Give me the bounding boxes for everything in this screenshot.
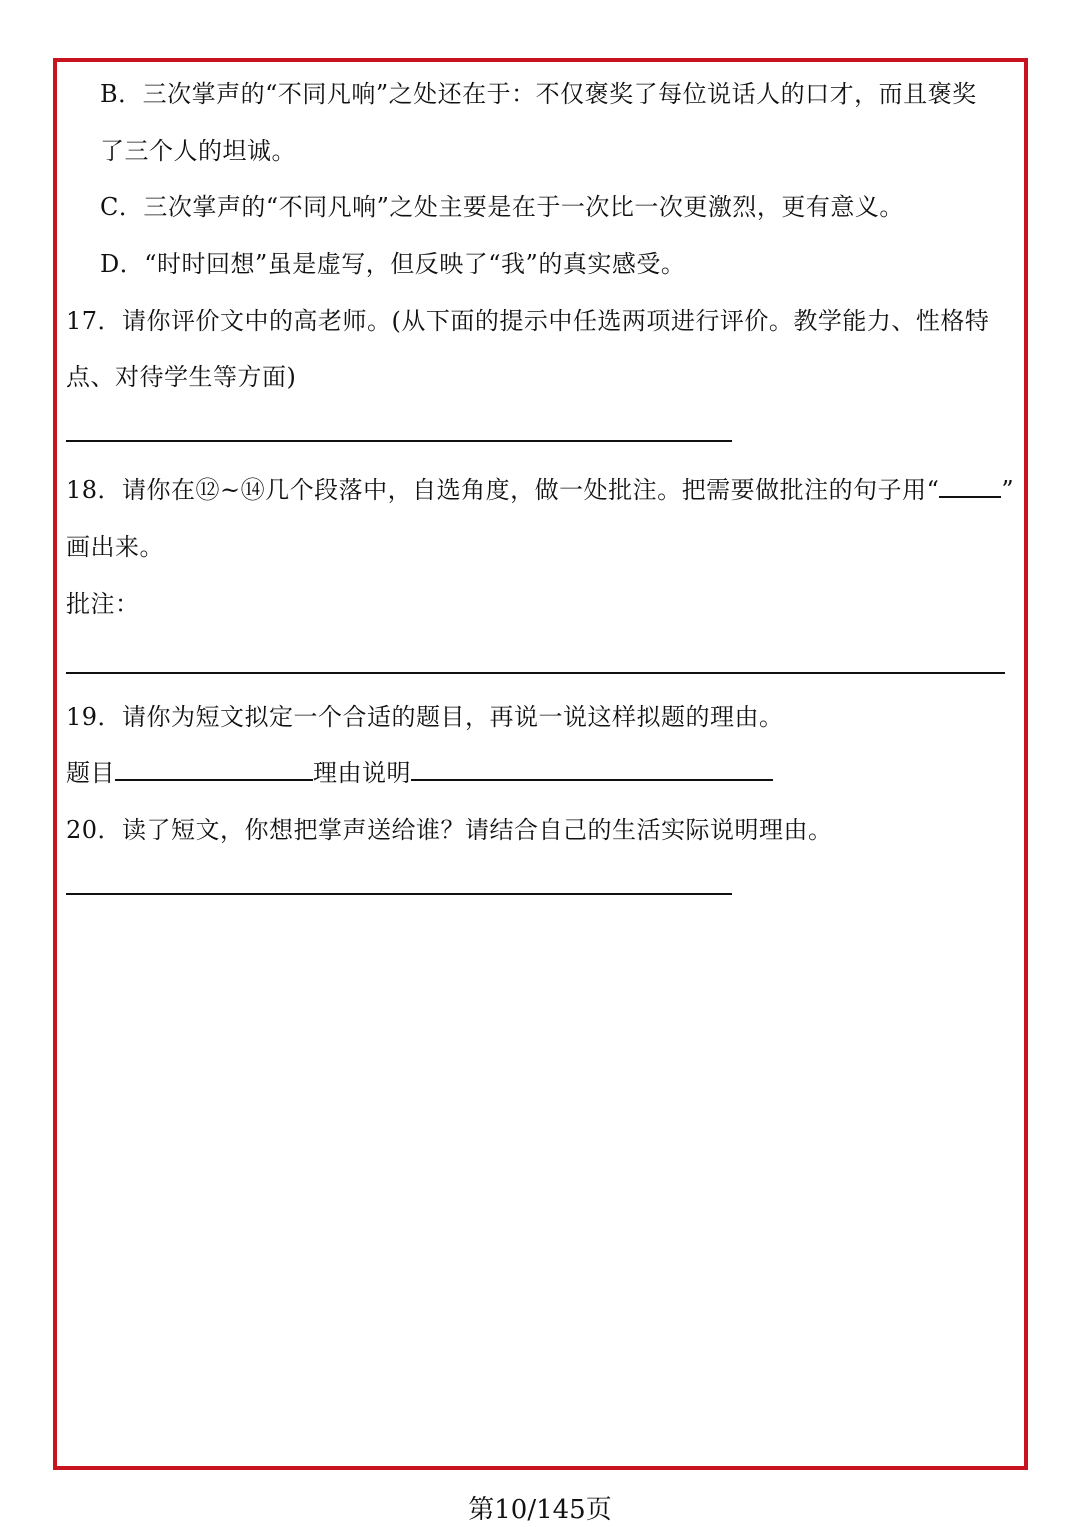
question-18-closing-quote: ” [1001,476,1015,504]
question-18-text: 18．请你在⑫~⑭几个段落中，自选角度，做一处批注。把需要做批注的句子用“ [66,476,940,504]
option-d: D．“时时回想”虽是虚写，但反映了“我”的真实感受。 [100,250,686,278]
option-b-line-1: B．三次掌声的“不同凡响”之处还在于：不仅褒奖了每位说话人的口才，而且褒奖 [100,80,977,108]
question-17-line-2: 点、对待学生等方面) [66,363,297,391]
reason-blank[interactable] [411,757,773,781]
question-19-line-1: 19．请你为短文拟定一个合适的题目，再说一说这样拟题的理由。 [66,703,784,731]
question-19-answer-row [66,757,773,789]
answer-line-q20[interactable] [66,893,732,895]
title-label: 题目 [66,759,115,787]
answer-line-q17[interactable] [66,440,732,442]
question-18-line-1 [66,474,1014,506]
page-number: 第10/145页 [468,1495,612,1525]
question-20-line-1: 20．读了短文，你想把掌声送给谁？请结合自己的生活实际说明理由。 [66,816,833,844]
underline-sample-blank [939,474,1001,498]
reason-label: 理由说明 [313,759,411,787]
option-c: C．三次掌声的“不同凡响”之处主要是在于一次比一次更激烈，更有意义。 [100,193,904,221]
title-blank[interactable] [115,757,313,781]
question-17-line-1: 17．请你评价文中的高老师。(从下面的提示中任选两项进行评价。教学能力、性格特 [66,307,990,335]
annotation-label: 批注： [66,590,140,618]
option-b-line-2: 了三个人的坦诚。 [100,137,296,165]
question-18-line-2: 画出来。 [66,533,164,561]
answer-line-q18[interactable] [66,672,1005,674]
